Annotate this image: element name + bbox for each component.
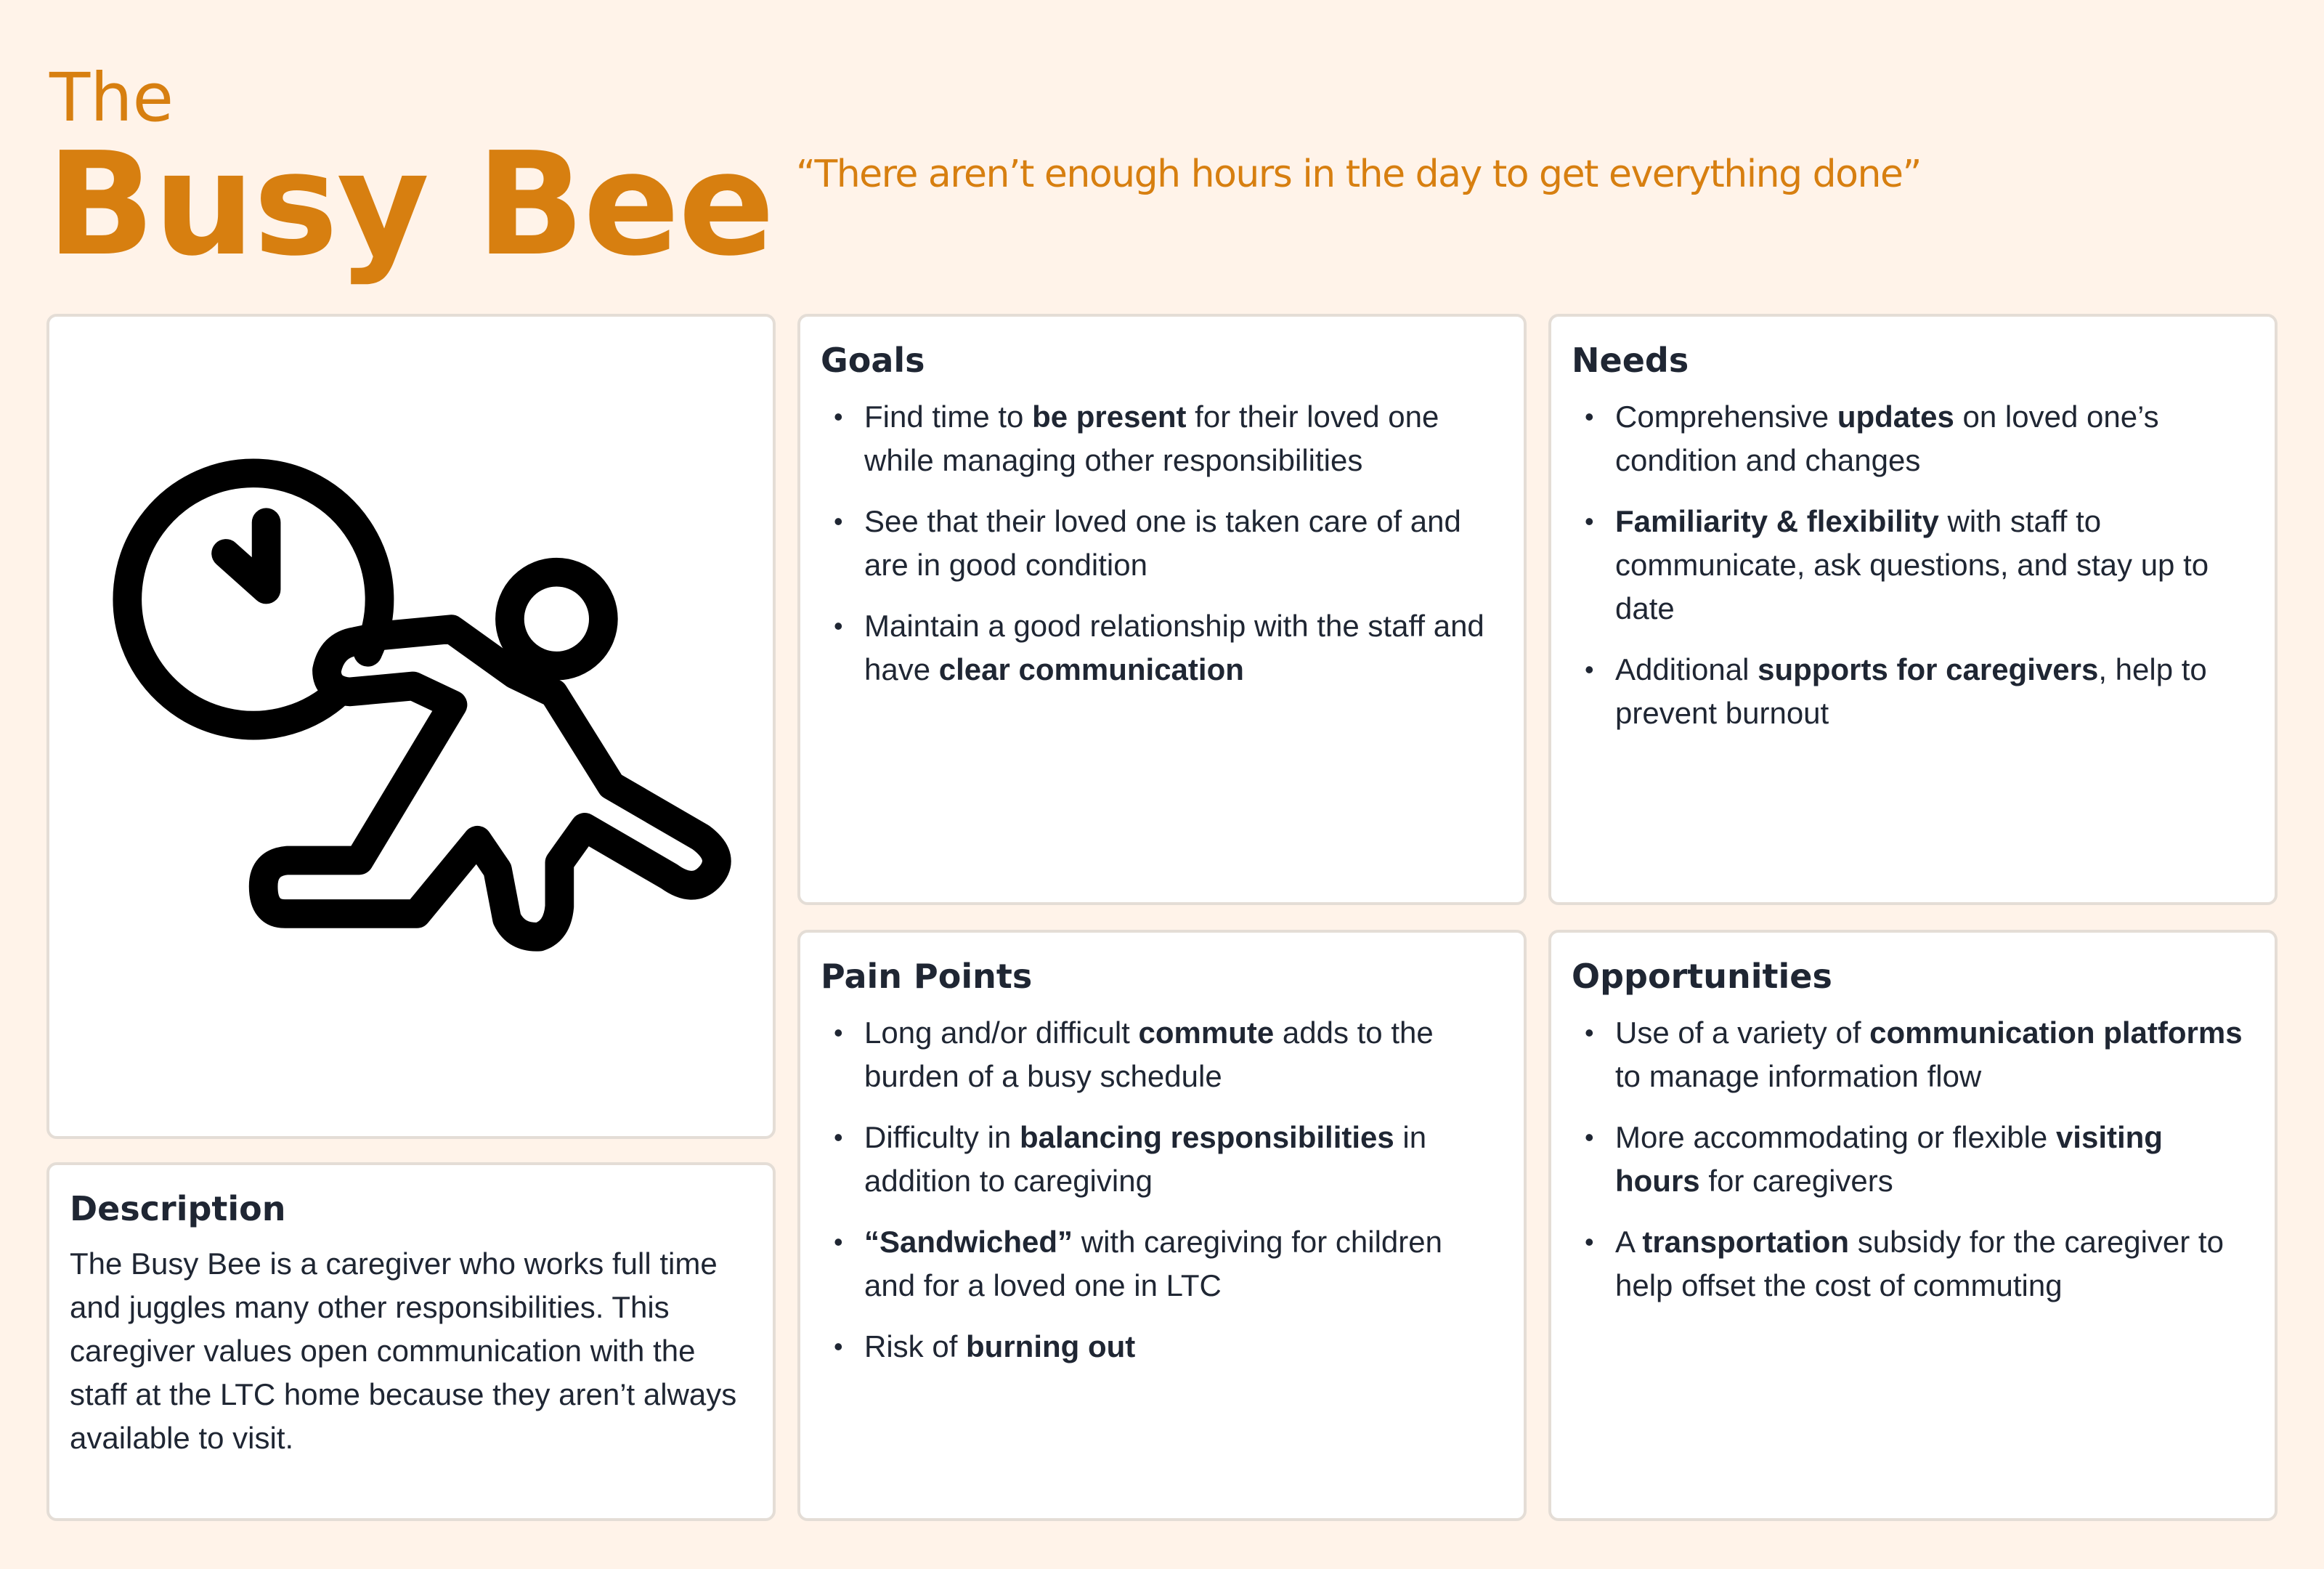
goals-list <box>821 395 1498 709</box>
bold-text: communication platforms <box>1869 1015 2243 1050</box>
list-item <box>821 1220 1498 1308</box>
opportunities-card <box>1548 930 2278 1521</box>
list-item <box>821 500 1498 587</box>
persona-quote: “There aren’t enough hours in the day to get everything done” <box>796 153 1921 196</box>
list-item <box>1572 395 2248 482</box>
text: Use of a variety of <box>1615 1015 1870 1050</box>
text: , help to prevent burnout <box>1615 652 2207 730</box>
list-item <box>821 1325 1498 1369</box>
bold-text: transportation <box>1642 1225 1850 1259</box>
bold-text: clear communication <box>938 652 1244 686</box>
list-item <box>821 604 1498 692</box>
list-item <box>1572 1011 2248 1098</box>
bold-text: balancing responsibilities <box>1019 1120 1394 1154</box>
opportunities-title: Opportunities <box>1572 957 1832 996</box>
bold-text: “Sandwiched” <box>864 1225 1073 1259</box>
bold-text: be present <box>1032 400 1187 434</box>
text: See that their loved one is taken care of and are in good condition <box>864 504 1461 582</box>
text: subsidy for the caregiver to help offset the cost of commuting <box>1615 1225 2224 1302</box>
pain-points-list <box>821 1011 1498 1386</box>
text: with caregiving for children and for a loved one in LTC <box>864 1225 1442 1302</box>
bold-text: updates <box>1837 400 1954 434</box>
needs-title: Needs <box>1572 341 1689 380</box>
description-text: The Busy Bee is a caregiver who works full time and juggles many other responsibilities. This caregiver values open communication with the staff at the LTC home because they aren’t always available to visit. <box>70 1246 737 1455</box>
text: Long and/or difficult <box>864 1015 1139 1050</box>
opportunities-list <box>1572 1011 2248 1325</box>
goals-title: Goals <box>821 341 925 380</box>
text: for caregivers <box>1699 1164 1893 1198</box>
title-prefix: The <box>49 59 174 137</box>
bold-text: Familiarity & flexibility <box>1615 504 1939 538</box>
list-item <box>1572 1116 2248 1203</box>
text: Difficulty in <box>864 1120 1020 1154</box>
persona-image-card <box>46 314 776 1139</box>
text: adds to the burden of a busy schedule <box>864 1015 1434 1093</box>
text: More accommodating or flexible <box>1615 1120 2056 1154</box>
text: Find time to <box>864 400 1033 434</box>
text: on loved one’s condition and changes <box>1615 400 2159 477</box>
text: A <box>1615 1225 1643 1259</box>
pain-points-card <box>797 930 1527 1521</box>
list-item <box>1572 648 2248 735</box>
bold-text: commute <box>1138 1015 1275 1050</box>
text: Additional <box>1615 652 1758 686</box>
list-item <box>1572 1220 2248 1308</box>
list-item <box>821 1116 1498 1203</box>
needs-card <box>1548 314 2278 905</box>
bold-text: supports for caregivers <box>1758 652 2099 686</box>
text: to manage information flow <box>1615 1059 1982 1093</box>
list-item <box>1572 500 2248 631</box>
description-title: Description <box>70 1189 286 1228</box>
text: in addition to caregiving <box>864 1120 1427 1198</box>
pain-points-title: Pain Points <box>821 957 1033 996</box>
bold-text: burning out <box>966 1329 1136 1363</box>
text: Comprehensive <box>1615 400 1837 434</box>
bold-text: visiting hours <box>1615 1120 2163 1198</box>
goals-card <box>797 314 1527 905</box>
running-person-with-clock-icon <box>49 317 773 1136</box>
text: Maintain a good relationship with the staff and have <box>864 609 1484 686</box>
description-card <box>46 1162 776 1521</box>
text: Risk of <box>864 1329 967 1363</box>
text: with staff to communicate, ask questions, and stay up to date <box>1615 504 2209 625</box>
needs-list <box>1572 395 2248 753</box>
list-item <box>821 395 1498 482</box>
text: for their loved one while managing other responsibilities <box>864 400 1439 477</box>
list-item <box>821 1011 1498 1098</box>
page-title: Busy Bee <box>46 122 773 288</box>
